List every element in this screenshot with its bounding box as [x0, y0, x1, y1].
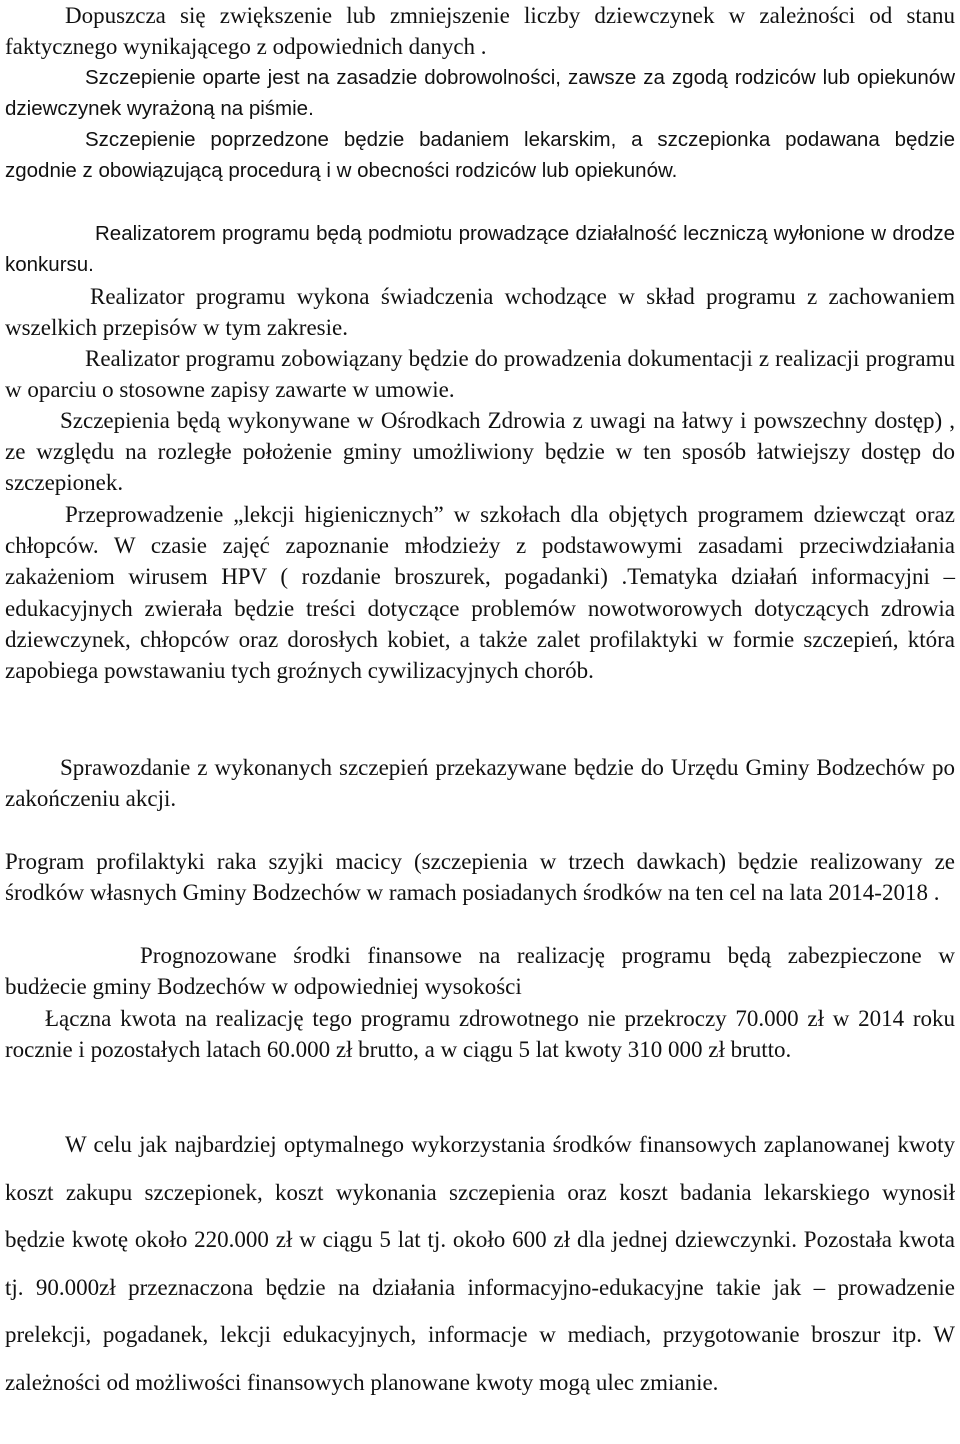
- paragraph-report: Sprawozdanie z wykonanych szczepień przekazywane będzie do Urzędu Gminy Bodzechów po zakończeniu akcji.: [5, 755, 955, 812]
- paragraph-forecast-funds: Prognozowane środki finansowe na realizację programu będą zabezpieczone w budżecie gminy Bodzechów w odpowiedniej wysokości: [5, 943, 955, 1000]
- paragraph-health-centers: Szczepienia będą wykonywane w Ośrodkach Zdrowia z uwagi na łatwy i powszechny dostęp) , ze względu na rozległe położenie gminy umożliwiony będzie w ten sposób łatwiejszy dostęp do szczepionek.: [5, 408, 955, 496]
- paragraph-total-amount: Łączna kwota na realizację tego programu zdrowotnego nie przekroczy 70.000 zł w 2014 roku rocznie i pozostałych latach 60.000 zł brutto, a w ciągu 5 lat kwoty 310 000 zł brutto.: [5, 1006, 955, 1063]
- paragraph-documentation: Realizator programu zobowiązany będzie do prowadzenia dokumentacji z realizacji programu w oparciu o stosowne zapisy zawarte w umowie.: [5, 346, 955, 403]
- paragraph-hygiene-lessons: Przeprowadzenie „lekcji higienicznych” w szkołach dla objętych programem dziewcząt oraz chłopców. W czasie zajęć zapoznanie młodzieży z podstawowymi zasadami przeciwdziałania zakażeniom wirusem HPV ( rozdanie broszurek, pogadanki) .Tematyka działań informacyjni – edukacyjnych zwierała będzie treści dotyczące problemów nowotworowych dotyczących zdrowia dziewczynek, chłopców oraz dorosłych kobiet, a także zalet profilaktyki w formie szczepień, która zapobiega powstawaniu tych groźnych cywilizacyjnych chorób.: [5, 502, 955, 684]
- paragraph-contractor: Realizatorem programu będą podmiotu prowadzące działalność leczniczą wyłonione w drodze konkursu.: [5, 222, 955, 277]
- paragraph-cost-breakdown: W celu jak najbardziej optymalnego wykorzystania środków finansowych zaplanowanej kwoty koszt zakupu szczepionek, koszt wykonania szczepienia oraz koszt badania lekarskiego wynosił będzie kwotę około 220.000 zł w ciągu 5 lat tj. około 600 zł dla jednej dziewczynki. Pozostała kwota tj. 90.000zł przeznaczona będzie na działania informacyjno-edukacyjne takie jak – prowadzenie prelekcji, pogadanek, lekcji edukacyjnych, informacje w mediach, przygotowanie broszur itp. W zależności od możliwości finansowych planowane kwoty mogą ulec zmianie.: [5, 1132, 955, 1395]
- paragraph-medical-exam: Szczepienie poprzedzone będzie badaniem lekarskim, a szczepionka podawana będzie zgodnie z obowiązującą procedurą i w obecności rodziców lub opiekunów.: [5, 128, 955, 183]
- paragraph-program-funding: Program profilaktyki raka szyjki macicy (szczepienia w trzech dawkach) będzie realizowany ze środków własnych Gminy Bodzechów w ramach posiadanych środków na ten cel na lata 2014-2018 .: [5, 849, 955, 906]
- paragraph-contractor-services: Realizator programu wykona świadczenia wchodzące w skład programu z zachowaniem wszelkich przepisów w tym zakresie.: [5, 284, 955, 341]
- paragraph-voluntary: Szczepienie oparte jest na zasadzie dobrowolności, zawsze za zgodą rodziców lub opiekunów dziewczynek wyrażoną na piśmie.: [5, 66, 955, 121]
- paragraph-adjust-count: Dopuszcza się zwiększenie lub zmniejszenie liczby dziewczynek w zależności od stanu faktycznego wynikającego z odpowiednich danych .: [5, 3, 955, 60]
